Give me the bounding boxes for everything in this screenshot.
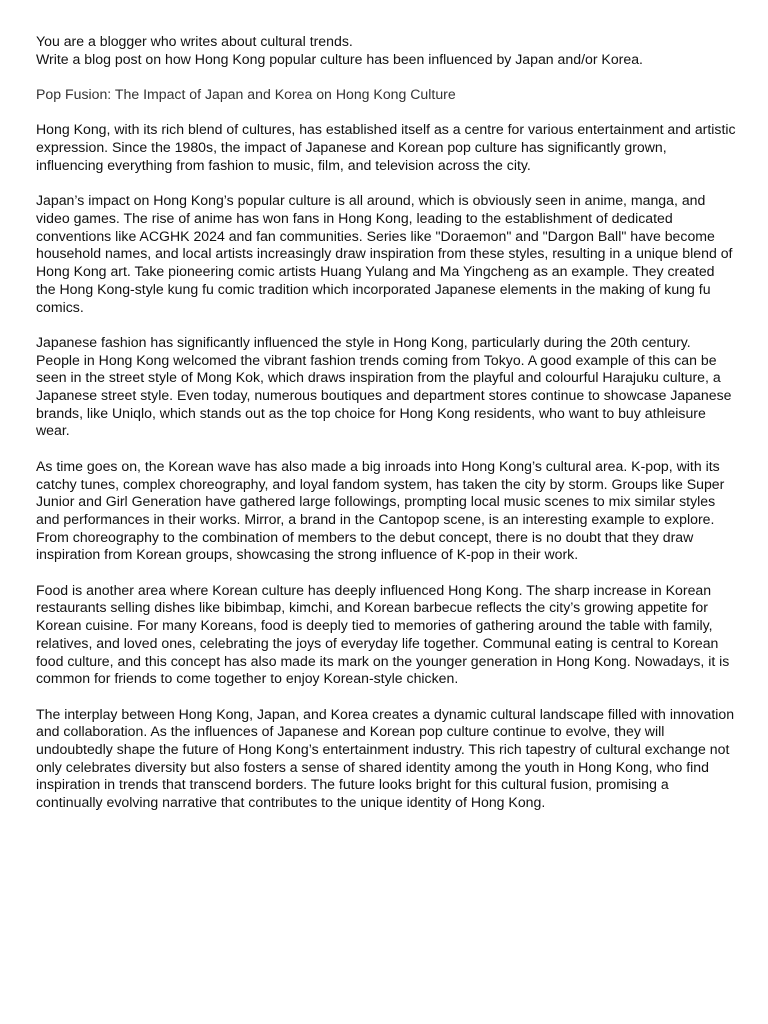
paragraph-korean-food: Food is another area where Korean culture has deeply influenced Hong Kong. The sharp increase in Korean restaurants selling dishes like bibimbap, kimchi, and Korean barbecue reflects the city’s growing appetite for Korean cuisine. For many Koreans, food is deeply tied to memories of gathering around the table with family, relatives, and loved ones, celebrating the joys of everyday life together. Communal eating is central to Korean food culture, and this concept has also made its mark on the younger generation in Hong Kong. Nowadays, it is common for friends to come together to enjoy Korean-style chicken.	[36, 581, 730, 687]
post-title: Pop Fusion: The Impact of Japan and Korea on Hong Kong Culture	[36, 86, 456, 103]
paragraph-japan-fashion: Japanese fashion has significantly influenced the style in Hong Kong, particularly during the 20th century. People in Hong Kong welcomed the vibrant fashion trends coming from Tokyo. A good example of this can be seen in the street style of Mong Kok, which draws inspiration from the playful and colourful Harajuku culture, a Japanese street style. Even today, numerous boutiques and department stores continue to showcase Japanese brands, like Uniqlo, which stands out as the top choice for Hong Kong residents, who want to buy athleisure wear.	[36, 333, 732, 439]
paragraph-intro: Hong Kong, with its rich blend of cultures, has established itself as a centre for various entertainment and artistic expression. Since the 1980s, the impact of Japanese and Korean pop culture has significantly grown, influencing everything from fashion to music, film, and television across the city.	[36, 121, 736, 173]
paragraph-conclusion: The interplay between Hong Kong, Japan, and Korea creates a dynamic cultural landscape filled with innovation and collaboration. As the influences of Japanese and Korean pop culture continue to evolve, they will undoubtedly shape the future of Hong Kong’s entertainment industry. This rich tapestry of cultural exchange not only celebrates diversity but also fosters a sense of shared identity among the youth in Hong Kong, who find inspiration in trends that transcend borders. The future looks bright for this cultural fusion, promising a continually evolving narrative that contributes to the unique identity of Hong Kong.	[36, 705, 735, 811]
prompt-line-1: You are a blogger who writes about cultural trends.	[36, 33, 353, 49]
document-page	[36, 33, 736, 830]
paragraph-japan-anime: Japan’s impact on Hong Kong’s popular culture is all around, which is obviously seen in anime, manga, and video games. The rise of anime has won fans in Hong Kong, leading to the establishment of dedicated conventions like ACGHK 2024 and fan communities. Series like "Doraemon" and "Dargon Ball" have become household names, and local artists increasingly draw inspiration from these styles, resulting in a unique blend of Hong Kong art. Take pioneering comic artists Huang Yulang and Ma Yingcheng as an example. They created the Hong Kong-style kung fu comic tradition which incorporated Japanese elements in the making of kung fu comics.	[36, 192, 733, 315]
paragraph-korean-wave: As time goes on, the Korean wave has also made a big inroads into Hong Kong’s cultural area. K-pop, with its catchy tunes, complex choreography, and loyal fandom system, has taken the city by storm. Groups like Super Junior and Girl Generation have gathered large followings, prompting local music scenes to mix similar styles and performances in their works. Mirror, a brand in the Cantopop scene, is an interesting example to explore. From choreography to the combination of members to the debut concept, there is no doubt that they draw inspiration from Korean groups, showcasing the strong influence of K-pop in their work.	[36, 457, 725, 563]
prompt-block	[36, 33, 736, 68]
prompt-line-2: Write a blog post on how Hong Kong popular culture has been influenced by Japan and/or Korea.	[36, 50, 643, 67]
